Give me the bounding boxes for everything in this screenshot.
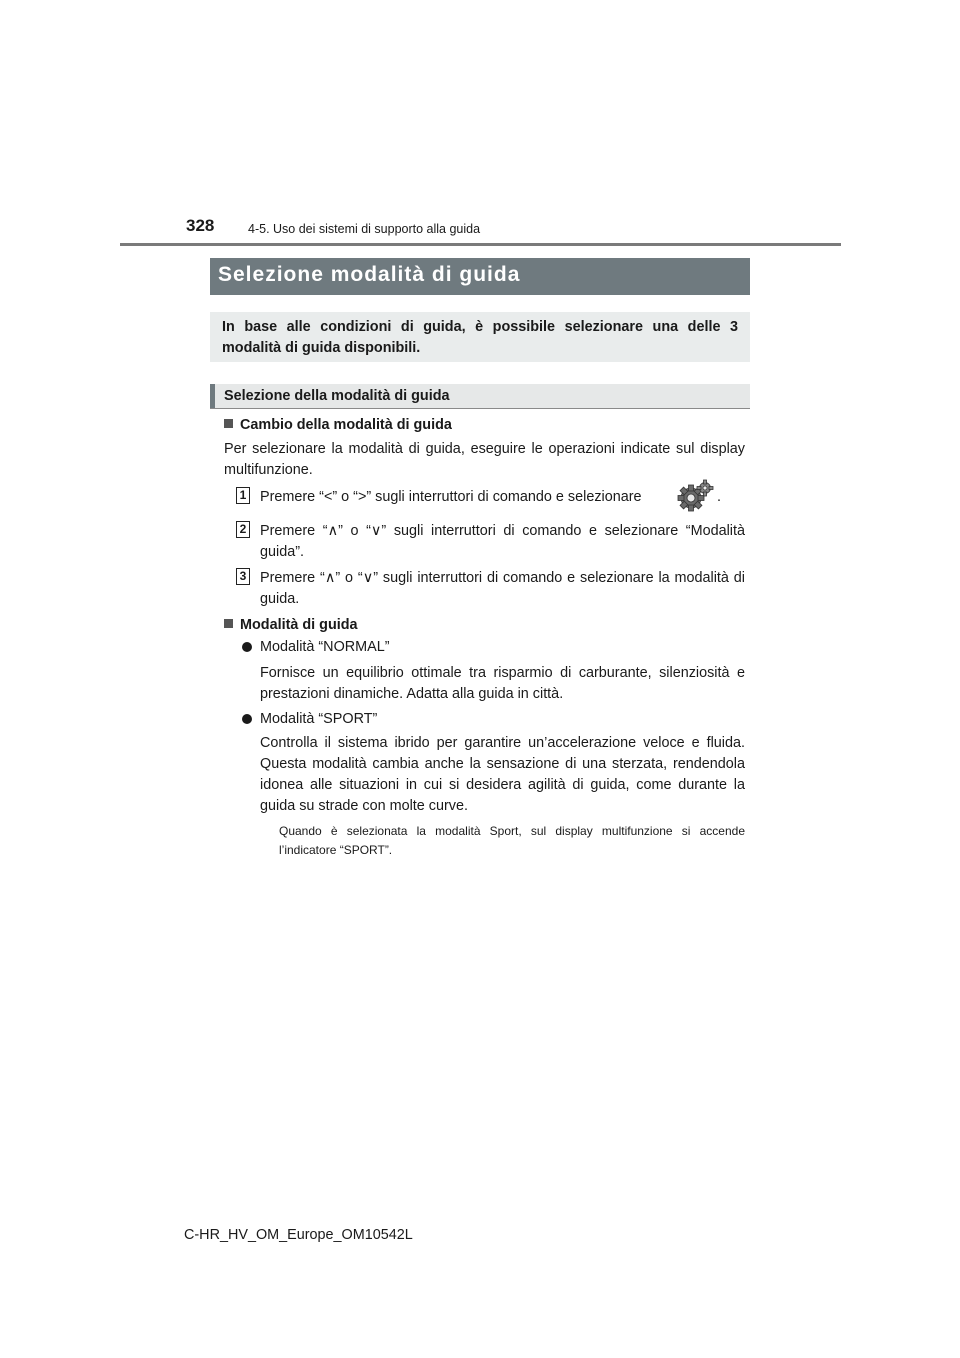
chapter-title: 4-5. Uso dei sistemi di supporto alla guida [248, 222, 481, 236]
intro-box [210, 312, 750, 362]
change-mode-heading-text: Cambio della modalità di guida [240, 417, 452, 433]
step-3-text: Premere “∧” o “∨” sugli interruttori di comando e selezionare la modalità di guida. [260, 570, 745, 607]
header-divider [120, 243, 841, 246]
driving-modes-heading [224, 615, 358, 636]
change-mode-heading [224, 415, 452, 436]
document-code: C-HR_HV_OM_Europe_OM10542L [184, 1227, 413, 1243]
subsection-title: Selezione della modalità di guida [224, 388, 450, 404]
mode-normal-name: Modalità “NORMAL” [260, 639, 390, 655]
subsection-header [210, 384, 750, 409]
settings-gear-icon [674, 478, 714, 514]
square-bullet-icon [224, 619, 233, 628]
square-bullet-icon [224, 419, 233, 428]
step-2-text: Premere “∧” o “∨” sugli interruttori di comando e selezionare “Modalità guida”. [260, 523, 745, 560]
sport-indicator-note: Quando è selezionata la modalità Sport, sul display multifunzione si accende l’indicatore “SPORT”. [279, 824, 745, 857]
page-number: 328 [186, 216, 215, 235]
mode-sport-name: Modalità “SPORT” [260, 711, 378, 727]
intro-text: In base alle condizioni di guida, è possibile selezionare una delle 3 modalità di guida disponibili. [222, 319, 738, 356]
step-badge-3: 3 [236, 568, 250, 585]
step-1-text: Premere “<” o “>” sugli interruttori di comando e selezionare [260, 489, 642, 505]
subsection-accent [210, 384, 215, 408]
round-bullet-icon [242, 642, 252, 652]
mode-normal-description: Fornisce un equilibrio ottimale tra risparmio di carburante, silenziosità e prestazioni dinamiche. Adatta alla guida in città. [260, 665, 745, 702]
round-bullet-icon [242, 714, 252, 724]
section-banner [210, 258, 750, 295]
mode-sport-description: Controlla il sistema ibrido per garantire un’accelerazione veloce e fluida. Questa modalità cambia anche la sensazione di una sterzata, rendendola idonea alle situazioni in cui si desidera agilità di guida, come durante la guida su strade con molte curve. [260, 735, 745, 814]
step-1-end: . [717, 489, 721, 505]
step-badge-1: 1 [236, 487, 250, 504]
section-title: Selezione modalità di guida [218, 263, 521, 286]
step-badge-2: 2 [236, 521, 250, 538]
driving-modes-heading-text: Modalità di guida [240, 617, 358, 633]
change-mode-intro: Per selezionare la modalità di guida, eseguire le operazioni indicate sul display multifunzione. [224, 441, 745, 478]
